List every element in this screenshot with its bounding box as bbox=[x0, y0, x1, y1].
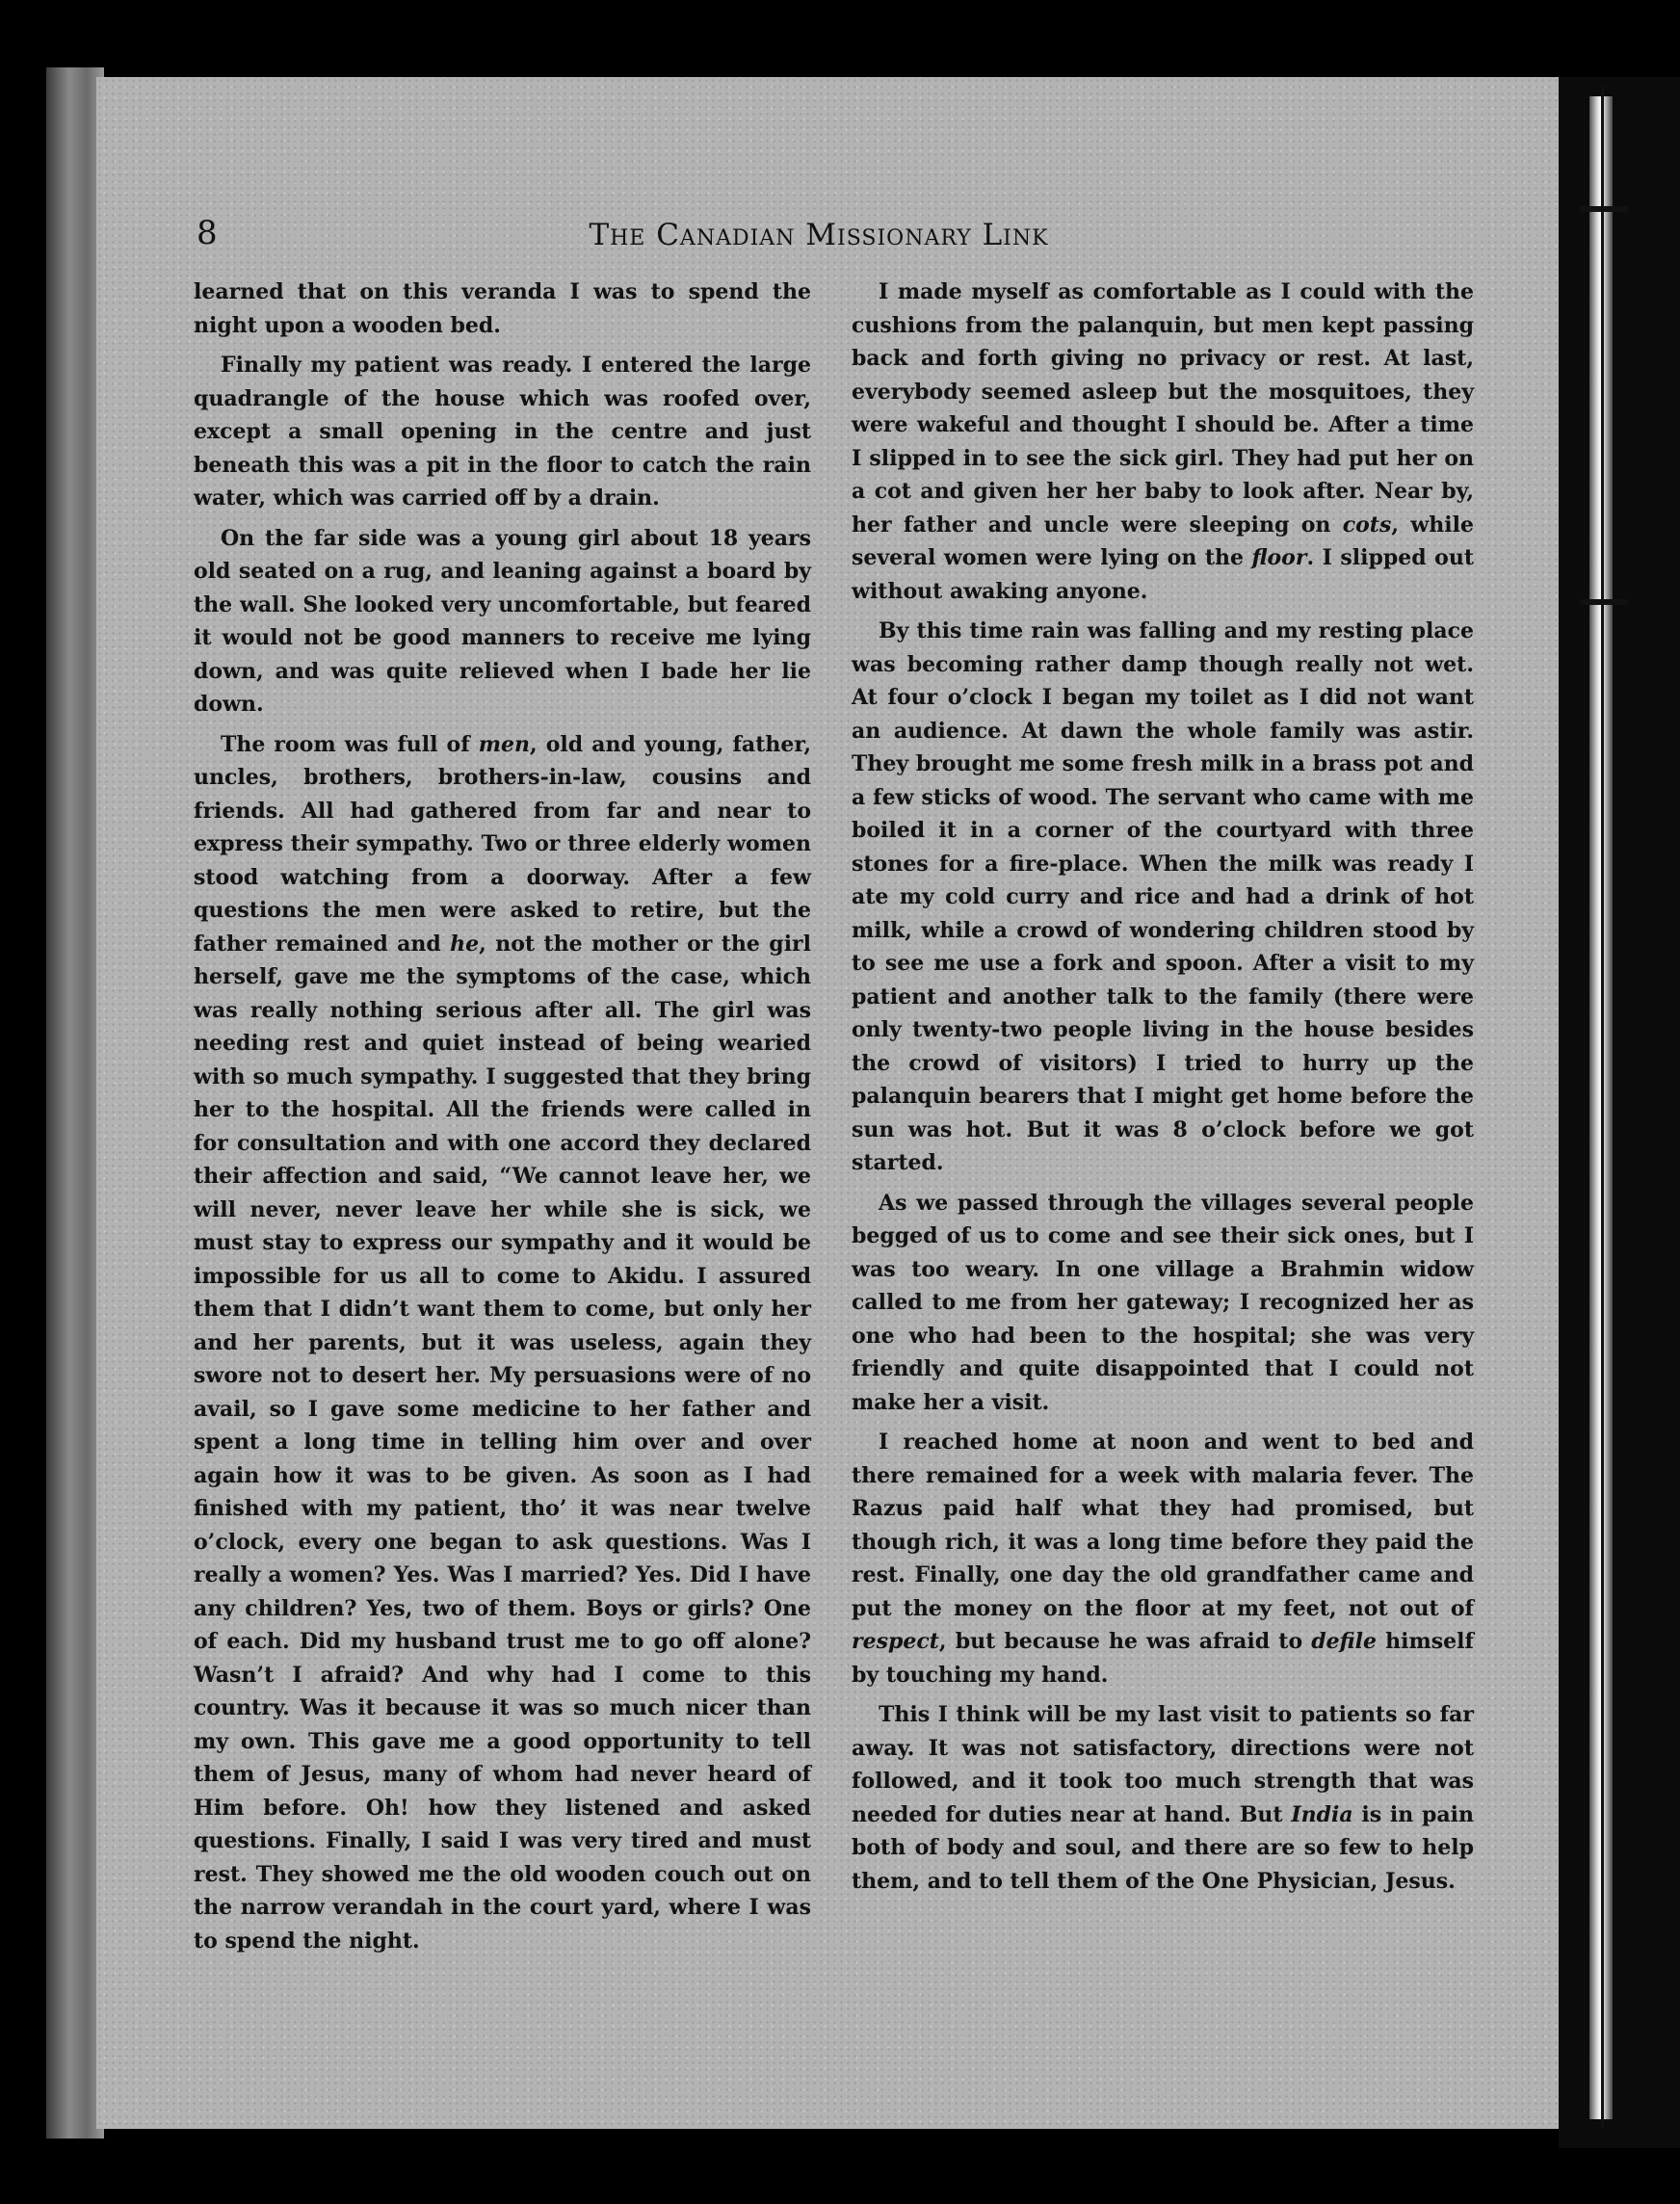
ribbon-shadow bbox=[1601, 87, 1604, 2129]
text-run: , while several women were lying on the bbox=[852, 512, 1474, 570]
paragraph bbox=[194, 276, 811, 342]
text-run: The room was full of bbox=[221, 731, 479, 757]
italic-text: floor bbox=[1251, 545, 1307, 570]
text-run: , old and young, father, uncles, brothers, brothers-in-law, cousins and friends. All had gathered from far and near to express their sympathy. Two or three elderly women stood watching from a doorway. After a few questions the men were asked to retire, but the father remained and bbox=[194, 731, 811, 957]
text-run: As we passed through the villages several people begged of us to come and see their sick ones, but I was too weary. In one village a Brahmin widow called to me from her gateway; I recognized her as one who had been to the hospital; she was very friendly and quite disappointed that I could not make her a visit. bbox=[852, 1190, 1474, 1415]
binding-mark bbox=[1580, 206, 1628, 212]
page-number: 8 bbox=[197, 214, 218, 252]
paragraph bbox=[194, 349, 811, 515]
text-run: Finally my patient was ready. I entered the large quadrangle of the house which was roofed over, except a small opening in the centre and just beneath this was a pit in the floor to catch the rain water, which was carried off by a drain. bbox=[194, 353, 811, 511]
left-column bbox=[194, 276, 811, 1964]
text-run: , but because he was afraid to bbox=[938, 1629, 1312, 1654]
italic-text: respect bbox=[852, 1629, 939, 1654]
text-run: This I think will be my last visit to patients so far away. It was not satisfactory, directions were not followed, and it took too much strength that was needed for duties near at hand. But bbox=[852, 1702, 1474, 1827]
text-run: I made myself as comfortable as I could with the cushions from the palanquin, but men kept passing back and forth giving no privacy or rest. At last, everybody seemed asleep but the mosquitoes, they were wakeful and thought I should be. After a time I slipped in to see the sick girl. They had put her on a cot and given her her baby to look after. Near by, her father and uncle were sleeping on bbox=[852, 279, 1474, 538]
text-run: I reached home at noon and went to bed and there remained for a week with malaria fever. The Razus paid half what they had promised, but though rich, it was a long time before they paid the rest. Finally, one day the old grandfather came and put the money on the floor at my feet, not out of bbox=[852, 1430, 1474, 1621]
text-run: By this time rain was falling and my resting place was becoming rather damp though really not wet. At four o’clock I began my toilet as I did not want an audience. At dawn the whole family was astir. They brought me some fresh milk in a brass pot and a few sticks of wood. The servant who came with me boiled it in a corner of the courtyard with three stones for a fire-place. When the milk was ready I ate my cold curry and rice and had a drink of hot milk, while a crowd of wondering children stood by to see me use a fork and spoon. After a visit to my patient and another talk to the family (there were only twenty-two people living in the house besides the crowd of visitors) I tried to hurry up the palanquin bearers that I might get home before the sun was hot. But it was 8 o’clock before we got started. bbox=[852, 618, 1474, 1175]
italic-text: cots bbox=[1342, 512, 1392, 538]
binding-strip bbox=[1559, 77, 1680, 2148]
italic-text: men bbox=[478, 731, 531, 757]
running-head: The Canadian Missionary Link bbox=[589, 218, 1049, 252]
paragraph bbox=[852, 615, 1474, 1180]
text-run: . I slipped out without awaking anyone. bbox=[852, 545, 1474, 604]
paragraph bbox=[852, 1187, 1474, 1420]
text-run: On the far side was a young girl about 18 years old seated on a rug, and leaning against a board by the wall. She looked very uncomfortable, but feared it would not be good manners to receive me lying down, and was quite relieved when I bade her lie down. bbox=[194, 525, 811, 717]
paragraph bbox=[852, 1426, 1474, 1692]
binding-mark bbox=[1580, 599, 1628, 605]
italic-text: defile bbox=[1311, 1629, 1378, 1654]
paragraph bbox=[852, 1698, 1474, 1898]
paragraph bbox=[194, 522, 811, 722]
italic-text: India bbox=[1291, 1801, 1353, 1827]
text-run: himself by touching my hand. bbox=[852, 1629, 1474, 1688]
text-run: learned that on this veranda I was to spend the night upon a wooden bed. bbox=[194, 279, 811, 338]
text-run: , not the mother or the girl herself, gave me the symptoms of the case, which was really nothing serious after all. The girl was needing rest and quiet instead of being wearied with so much sympathy. I suggested that they bring her to the hospital. All the friends were called in for consultation and with one accord they declared their affection and said, “We cannot leave her, we will never, never leave her while she is sick, we must stay to express our sympathy and it would be impossible for us all to come to Akidu. I assured them that I didn’t want them to come, but only her and her parents, but it was useless, again they swore not to desert her. My persuasions were of no avail, so I gave some medicine to her father and spent a long time in telling him over and over again how it was to be given. As soon as I had finished with my patient, tho’ it was near twelve o’clock, every one began to ask questions. Was I really a women? Yes. Was I married? Yes. Did I have any children? Yes, two of them. Boys or girls? One of each. Did my husband trust me to go off alone? Wasn’t I afraid? And why had I come to this country. Was it because it was so much nicer than my own. This gave me a good opportunity to tell them of Jesus, many of whom had never heard of Him before. Oh! how they listened and asked questions. Finally, I said I was very tired and must rest. They showed me the old wooden couch out on the narrow verandah in the court yard, where I was to spend the night. bbox=[194, 931, 811, 1954]
paragraph bbox=[194, 728, 811, 1958]
text-run: is in pain both of body and soul, and there are so few to help them, and to tell them of the One Physician, Jesus. bbox=[852, 1801, 1474, 1894]
book-edge bbox=[46, 67, 104, 2138]
right-column bbox=[852, 276, 1474, 1904]
paragraph bbox=[852, 276, 1474, 608]
italic-text: he bbox=[450, 931, 480, 957]
